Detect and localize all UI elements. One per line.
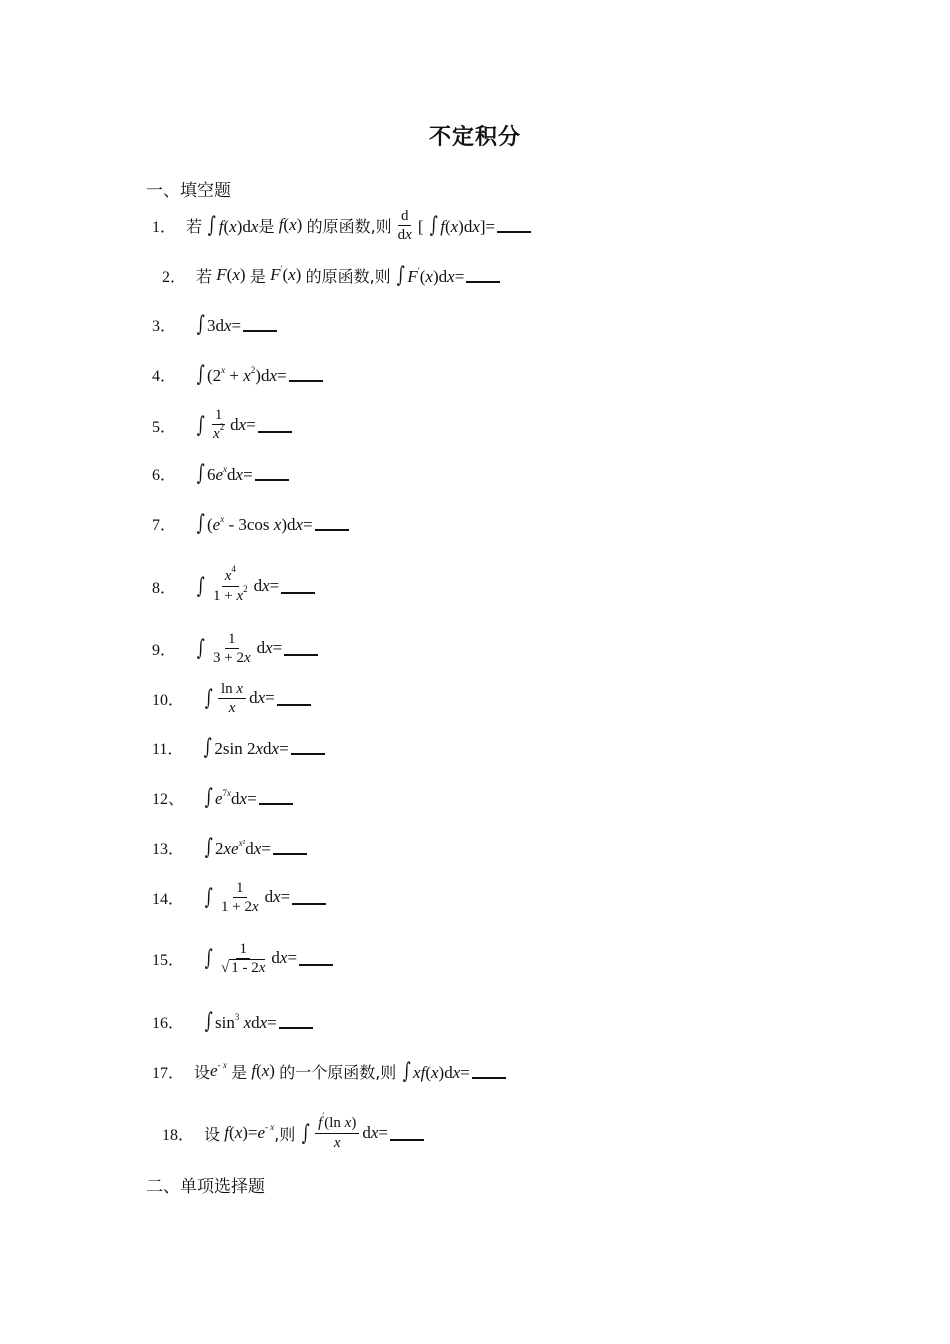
answer-blank[interactable] (292, 889, 326, 905)
question-9: 9． ∫ $\frac{1}{3 + 2x}$ dx= (152, 625, 318, 671)
answer-blank[interactable] (243, 316, 277, 332)
question-12: 12、 ∫ $e^{7x}dx=$ (152, 777, 293, 817)
answer-blank[interactable] (273, 839, 307, 855)
section-single-choice: 二、单项选择题 (146, 1177, 265, 1197)
question-5: 5． ∫ $\frac{1}{x^2}$ dx= (152, 403, 292, 447)
answer-blank[interactable] (281, 578, 315, 594)
question-6: 6． ∫ $6e^xdx=$ (152, 453, 289, 493)
section-fill-in-blank: 一、填空题 (146, 181, 231, 201)
question-16: 16． ∫ $\sin^3 xdx=$ (152, 1001, 313, 1041)
answer-blank[interactable] (289, 366, 323, 382)
question-15: 15． ∫ $\frac{1}{√ 1 - 2x}$ dx= (152, 935, 333, 981)
answer-blank[interactable] (472, 1063, 506, 1079)
question-7: 7． ∫ ($e^x - 3\cos$ x)dx= (152, 503, 349, 543)
answer-blank[interactable] (466, 267, 500, 283)
page-title: 不定积分 (428, 124, 521, 150)
answer-blank[interactable] (291, 739, 325, 755)
question-18: 18． 设 $f(x)=e^{- x}$ ,则 ∫ $\frac{f'(\ln x)}{x}$ dx= (162, 1110, 424, 1156)
question-2: 2． 若 F(x) 是 F′(x) 的原函数,则 ∫ F′(x)dx= (162, 255, 500, 295)
answer-blank[interactable] (279, 1013, 313, 1029)
answer-blank[interactable] (497, 217, 531, 233)
question-4: 4． ∫ $(2^x + x^2)dx=$ (152, 354, 323, 394)
answer-blank[interactable] (390, 1125, 424, 1141)
answer-blank[interactable] (259, 789, 293, 805)
answer-blank[interactable] (315, 515, 349, 531)
question-14: 14． ∫ $\frac{1}{1 + 2x}$ dx= (152, 874, 326, 920)
answer-blank[interactable] (258, 417, 292, 433)
question-3: 3． ∫ 3dx= (152, 304, 277, 344)
answer-blank[interactable] (255, 465, 289, 481)
question-8: 8． ∫ $\frac{x^4}{1 + x^2}$ dx= (152, 563, 315, 609)
question-17: 17． 设 $e^{- x}$ 是 f(x) 的一个原函数,则 ∫ xf(x)dx= (152, 1051, 506, 1091)
answer-blank[interactable] (277, 690, 311, 706)
question-11: 11． ∫ 2sin 2xdx= (152, 727, 325, 767)
question-10: 10． ∫ $\frac{\text{ln x}}{x}$ dx= (152, 676, 311, 720)
question-1: 1． 若 ∫ f(x)dx 是 f(x) 的原函数,则 $\frac{d}{dx}$ [ ∫ f(x)dx]= (152, 205, 531, 245)
answer-blank[interactable] (284, 640, 318, 656)
answer-blank[interactable] (299, 950, 333, 966)
question-13: 13． ∫ $2xe^{x^2}dx=$ (152, 827, 307, 867)
